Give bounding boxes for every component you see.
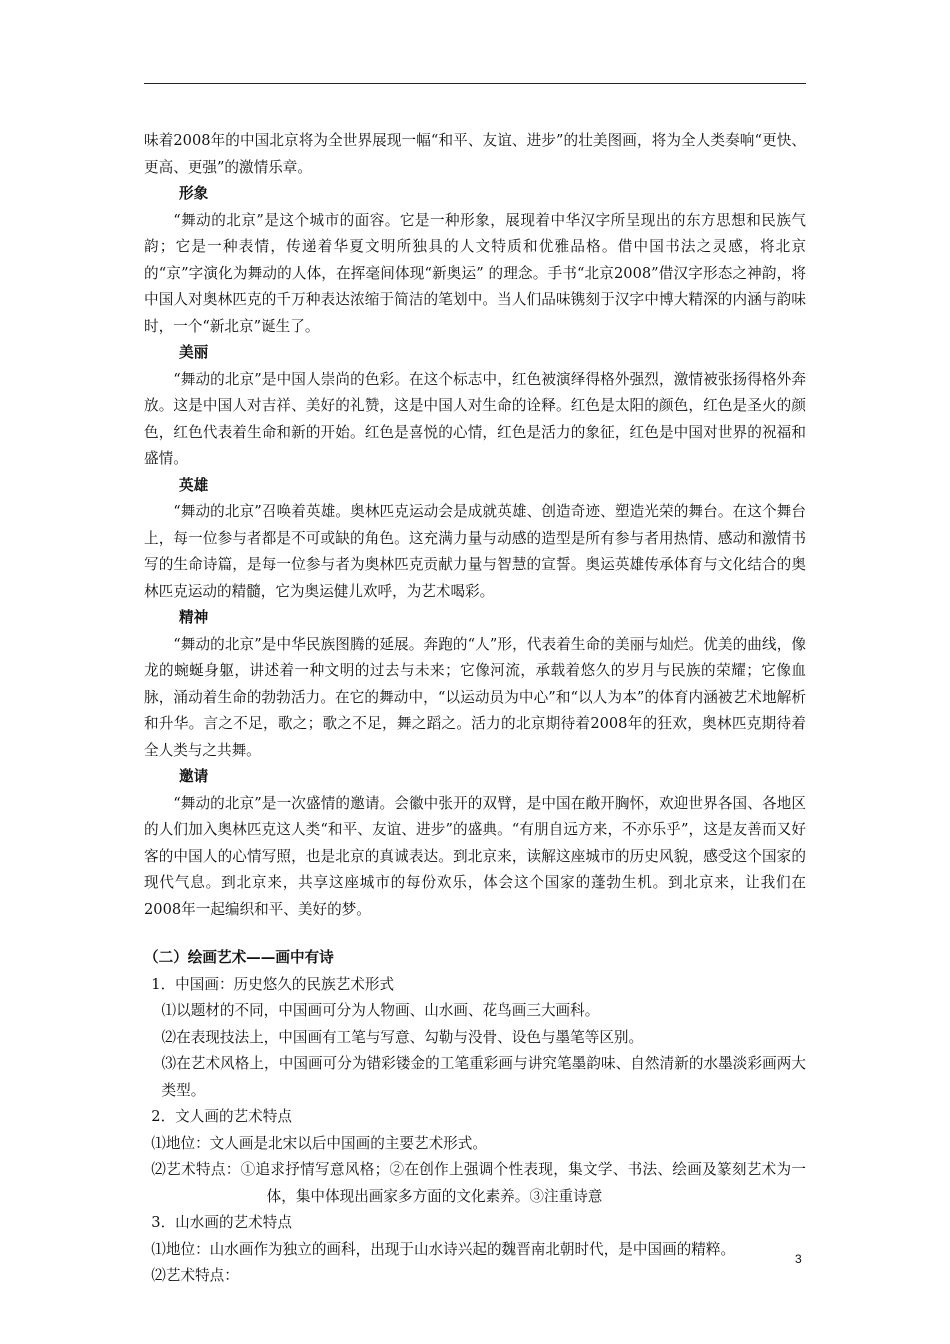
item2-title: 2．文人画的艺术特点 — [151, 1108, 292, 1125]
header-rule — [144, 83, 806, 84]
section-body-xingxiang: “舞动的北京”是这个城市的面容。它是一种形象，展现着中华汉字所呈现出的东方思想和民族气韵；它是一种表情，传递着华夏文明所独具的人文特质和优雅品格。借中国书法之灵感，将北京的“京”字演化为舞动的人体，在挥毫间体现“新奥运” 的理念。手书“北京2008”借汉字形态之神韵，将中国人对奥林匹克的千万种表达浓缩于简洁的笔划中。当人们品味镌刻于汉字中博大精深的内涵与韵味时，一个“新北京”诞生了。 — [144, 211, 806, 335]
item1-point-1: ⑴以题材的不同，中国画可分为人物画、山水画、花鸟画三大画科。 — [161, 1002, 600, 1019]
intro-paragraph: 味着2008年的中国北京将为全世界展现一幅“和平、友谊、进步”的壮美图画，将为全人类奏响“更快、更高、更强”的激情乐章。 — [144, 132, 806, 176]
item1-point-2: ⑵在表现技法上，中国画有工笔与写意、勾勒与没骨、设色与墨笔等区别。 — [161, 1028, 644, 1046]
item3-point-2: ⑵艺术特点： — [151, 1267, 239, 1284]
item2-point-2: ⑵艺术特点：①追求抒情写意风格；②在创作上强调个性表现，集文学、书法、绘画及篆刻艺术为一体，集中体现出画家多方面的文化素养。③注重诗意 — [151, 1161, 806, 1205]
page-number: 3 — [795, 1252, 802, 1266]
section-body-yingxiong: “舞动的北京”召唤着英雄。奥林匹克运动会是成就英雄、创造奇迹、塑造光荣的舞台。在这个舞台上，每一位参与者都是不可或缺的角色。这充满力量与动感的造型是所有参与者用热情、感动和激情书写的生命诗篇，是每一位参与者为奥林匹克贡献力量与智慧的宣誓。奥运英雄传承体育与文化结合的奥林匹克运动的精髓，它为奥运健儿欢呼，为艺术喝彩。 — [144, 503, 806, 600]
item1-title: 1．中国画：历史悠久的民族艺术形式 — [151, 975, 395, 993]
section-heading-xingxiang: 形象 — [179, 185, 209, 202]
section-body-jingshen: “舞动的北京”是中华民族图腾的延展。奔跑的“人”形，代表着生命的美丽与灿烂。优美的曲线，像龙的蜿蜒身躯，讲述着一种文明的过去与未来；它像河流，承载着悠久的岁月与民族的荣耀；它像血脉，涌动着生命的勃勃活力。在它的舞动中，“以运动员为中心”和“以人为本”的体育内涵被艺术地解析和升华。言之不足，歌之；歌之不足，舞之蹈之。活力的北京期待着2008年的狂欢，奥林匹克期待着全人类与之共舞。 — [144, 635, 806, 759]
item2-point-1: ⑴地位：文人画是北宋以后中国画的主要艺术形式。 — [151, 1134, 487, 1152]
item3-title: 3．山水画的艺术特点 — [151, 1214, 292, 1231]
section-body-meili: “舞动的北京”是中国人崇尚的色彩。在这个标志中，红色被演绎得格外强烈，激情被张扬得格外奔放。这是中国人对吉祥、美好的礼赞，这是中国人对生命的诠释。红色是太阳的颜色，红色是圣火的颜色，红色代表着生命和新的开始。红色是喜悦的心情，红色是活力的象征，红色是中国对世界的祝福和盛情。 — [144, 370, 806, 467]
part2-title: （二）绘画艺术——画中有诗 — [144, 949, 334, 966]
document-body — [144, 128, 806, 1290]
section-heading-jingshen: 精神 — [179, 609, 209, 626]
section-heading-yaoqing: 邀请 — [179, 768, 209, 785]
section-heading-yingxiong: 英雄 — [179, 476, 209, 494]
section-heading-meili: 美丽 — [179, 344, 209, 361]
item1-point-3: ⑶在艺术风格上，中国画可分为错彩镂金的工笔重彩画与讲究笔墨韵味、自然清新的水墨淡彩画两大类型。 — [161, 1055, 806, 1099]
item3-point-1: ⑴地位：山水画作为独立的画科，出现于山水诗兴起的魏晋南北朝时代，是中国画的精粹。 — [151, 1240, 736, 1258]
section-body-yaoqing: “舞动的北京”是一次盛情的邀请。会徽中张开的双臂，是中国在敞开胸怀，欢迎世界各国、各地区的人们加入奥林匹克这人类“和平、友谊、进步”的盛典。“有朋自远方来，不亦乐乎”，这是友善而又好客的中国人的心情写照，也是北京的真诚表达。到北京来，读解这座城市的历史风貌，感受这个国家的现代气息。到北京来，共享这座城市的每份欢乐，体会这个国家的蓬勃生机。到北京来，让我们在2008年一起编织和平、美好的梦。 — [144, 794, 806, 918]
